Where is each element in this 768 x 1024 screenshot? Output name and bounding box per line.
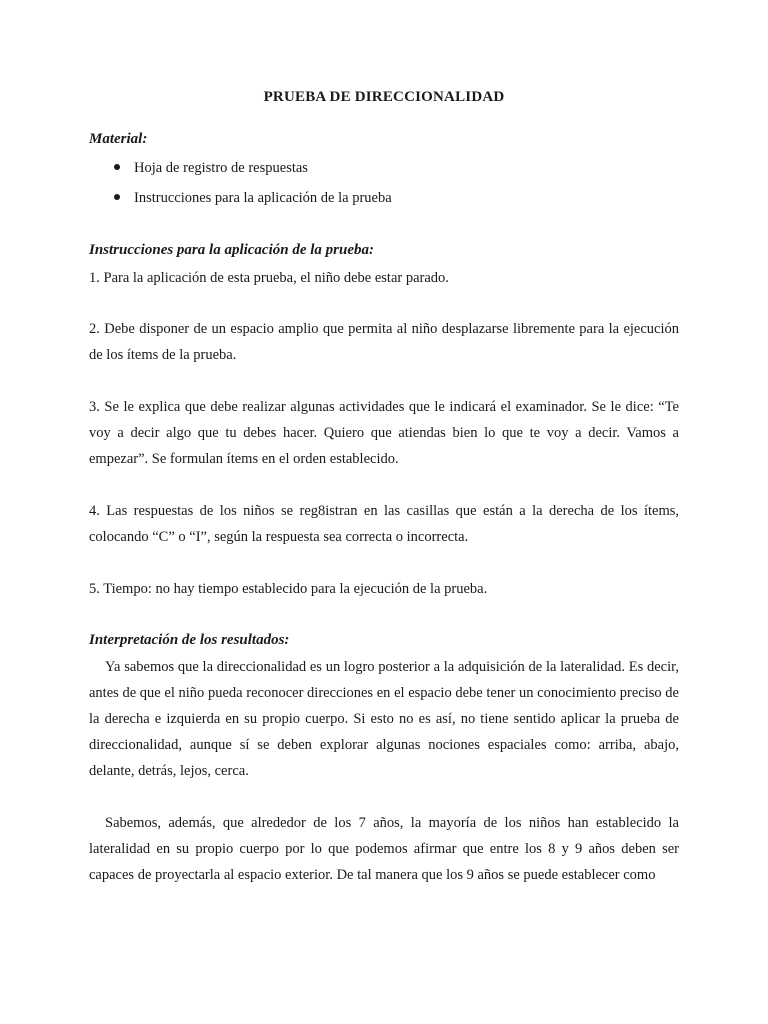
interpretation-paragraph: Ya sabemos que la direccionalidad es un logro posterior a la adquisición de la lateralidad. Es decir, antes de que el niño pueda reconocer direcciones en el espacio debe tener un conocimiento preciso de la derecha e izquierda en su propio cuerpo. Si esto no es así, no tiene sentido aplicar la prueba de direccionalidad, aunque sí se deben explorar algunas nociones espaciales como: arriba, abajo, delante, detrás, lejos, cerca. [89,659,679,779]
instruction-step: 3. Se le explica que debe realizar algunas actividades que le indicará el examinador. Se le dice: “Te voy a decir algo que tu debes hacer. Quiero que atiendas bien lo que te voy a decir. Vamos a empezar”. Se formulan ítems en el orden establecido. [89,399,679,467]
bullet-icon [114,164,120,170]
instruction-step: 4. Las respuestas de los niños se reg8istran en las casillas que están a la derecha de los ítems, colocando “C” o “I”, según la respuesta sea correcta o incorrecta. [89,503,679,545]
material-heading: Material: [89,131,148,147]
list-item [114,188,392,218]
list-item-text: Hoja de registro de respuestas [134,160,308,176]
instruction-step: 5. Tiempo: no hay tiempo establecido para la ejecución de la prueba. [89,581,488,597]
list-item [114,158,392,188]
bullet-icon [114,194,120,200]
document-title: PRUEBA DE DIRECCIONALIDAD [263,89,505,105]
instructions-heading: Instrucciones para la aplicación de la prueba: [89,242,375,258]
material-list [114,158,392,218]
list-item-text: Instrucciones para la aplicación de la prueba [134,190,392,206]
interpretation-heading: Interpretación de los resultados: [89,632,290,648]
interpretation-paragraph: Sabemos, además, que alrededor de los 7 años, la mayoría de los niños han establecido la lateralidad en su propio cuerpo por lo que podemos afirmar que entre los 8 y 9 años deben ser capaces de proyectarla al espacio exterior. De tal manera que los 9 años se puede establecer como [89,815,679,883]
instruction-step: 1. Para la aplicación de esta prueba, el niño debe estar parado. [89,270,449,286]
instruction-step: 2. Debe disponer de un espacio amplio que permita al niño desplazarse libremente para la ejecución de los ítems de la prueba. [89,321,679,363]
